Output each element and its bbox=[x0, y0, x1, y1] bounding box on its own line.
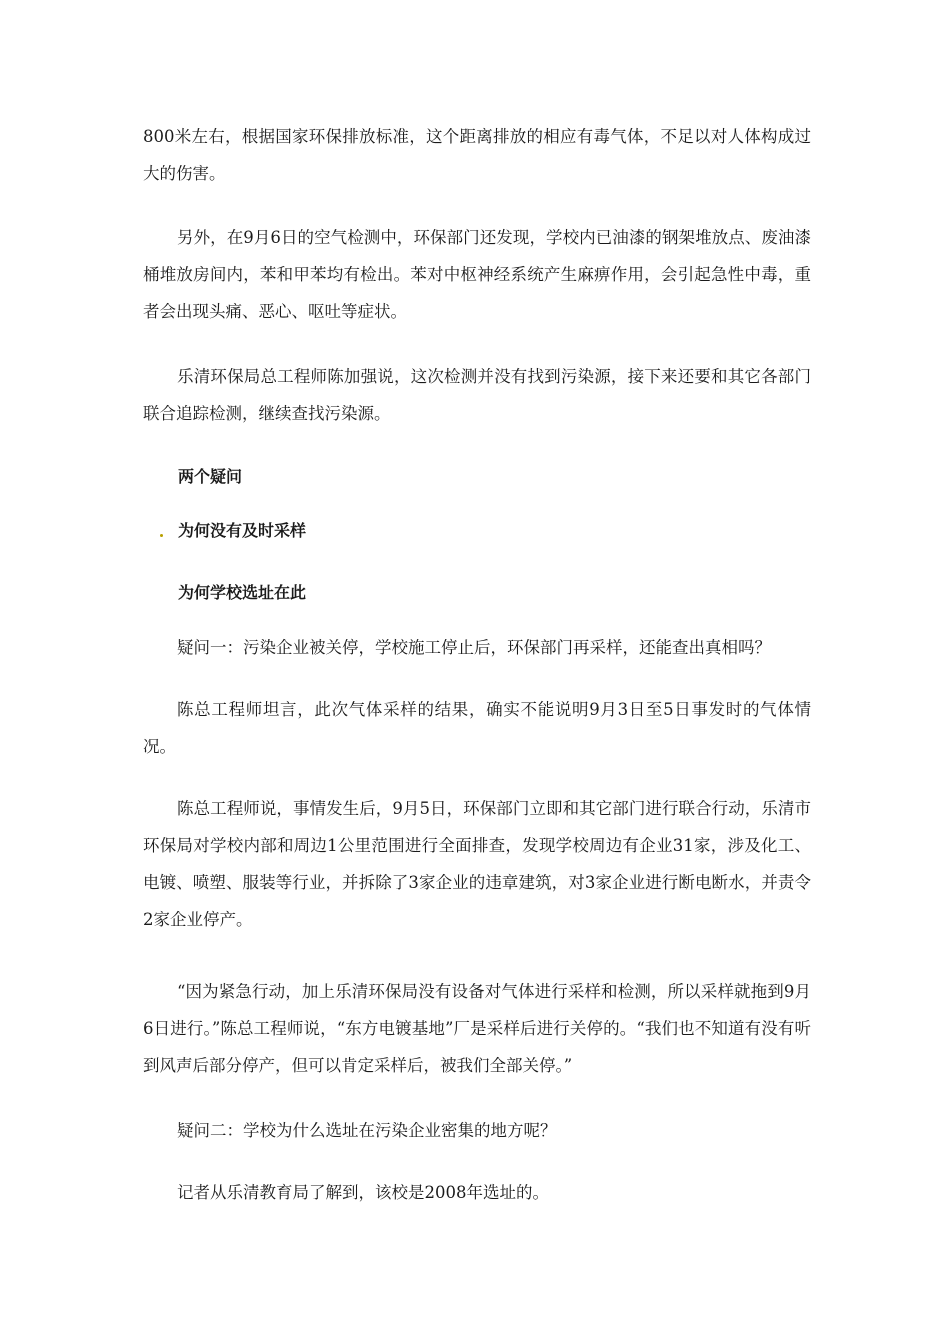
paragraph-9: 记者从乐清教育局了解到，该校是2008年选址的。 bbox=[177, 1183, 549, 1202]
paragraph-8: 疑问二：学校为什么选址在污染企业密集的地方呢？ bbox=[177, 1121, 557, 1140]
heading-why-school-site: 为何学校选址在此 bbox=[178, 583, 307, 602]
paragraph-1: 800米左右，根据国家环保排放标准，这个距离排放的相应有毒气体，不足以对人体构成过大的伤害。 bbox=[143, 127, 811, 183]
paragraph-4: 疑问一：污染企业被关停，学校施工停止后，环保部门再采样，还能查出真相吗？ bbox=[177, 638, 771, 657]
heading-two-questions: 两个疑问 bbox=[178, 467, 243, 486]
paragraph-6: 陈总工程师说，事情发生后，9月5日，环保部门立即和其它部门进行联合行动，乐清市环保局对学校内部和周边1公里范围进行全面排查，发现学校周边有企业31家，涉及化工、电镀、喷塑、服装等行业，并拆除了3家企业的违章建筑，对3家企业进行断电断水，并责令2家企业停产。 bbox=[143, 799, 811, 929]
paragraph-3: 乐清环保局总工程师陈加强说，这次检测并没有找到污染源，接下来还要和其它各部门联合追踪检测，继续查找污染源。 bbox=[143, 367, 811, 423]
paragraph-7: “因为紧急行动，加上乐清环保局没有设备对气体进行采样和检测，所以采样就拖到9月6日进行。”陈总工程师说，“东方电镀基地”厂是采样后进行关停的。“我们也不知道有没有听到风声后部分停产，但可以肯定采样后，被我们全部关停。” bbox=[143, 982, 811, 1075]
paragraph-5: 陈总工程师坦言，此次气体采样的结果，确实不能说明9月3日至5日事发时的气体情况。 bbox=[143, 700, 811, 756]
heading-why-no-sampling: 为何没有及时采样 bbox=[178, 521, 307, 540]
bullet-dot bbox=[160, 534, 163, 537]
paragraph-2: 另外，在9月6日的空气检测中，环保部门还发现，学校内已油漆的钢架堆放点、废油漆桶堆放房间内，苯和甲苯均有检出。苯对中枢神经系统产生麻痹作用，会引起急性中毒，重者会出现头痛、恶心、呕吐等症状。 bbox=[143, 228, 811, 321]
